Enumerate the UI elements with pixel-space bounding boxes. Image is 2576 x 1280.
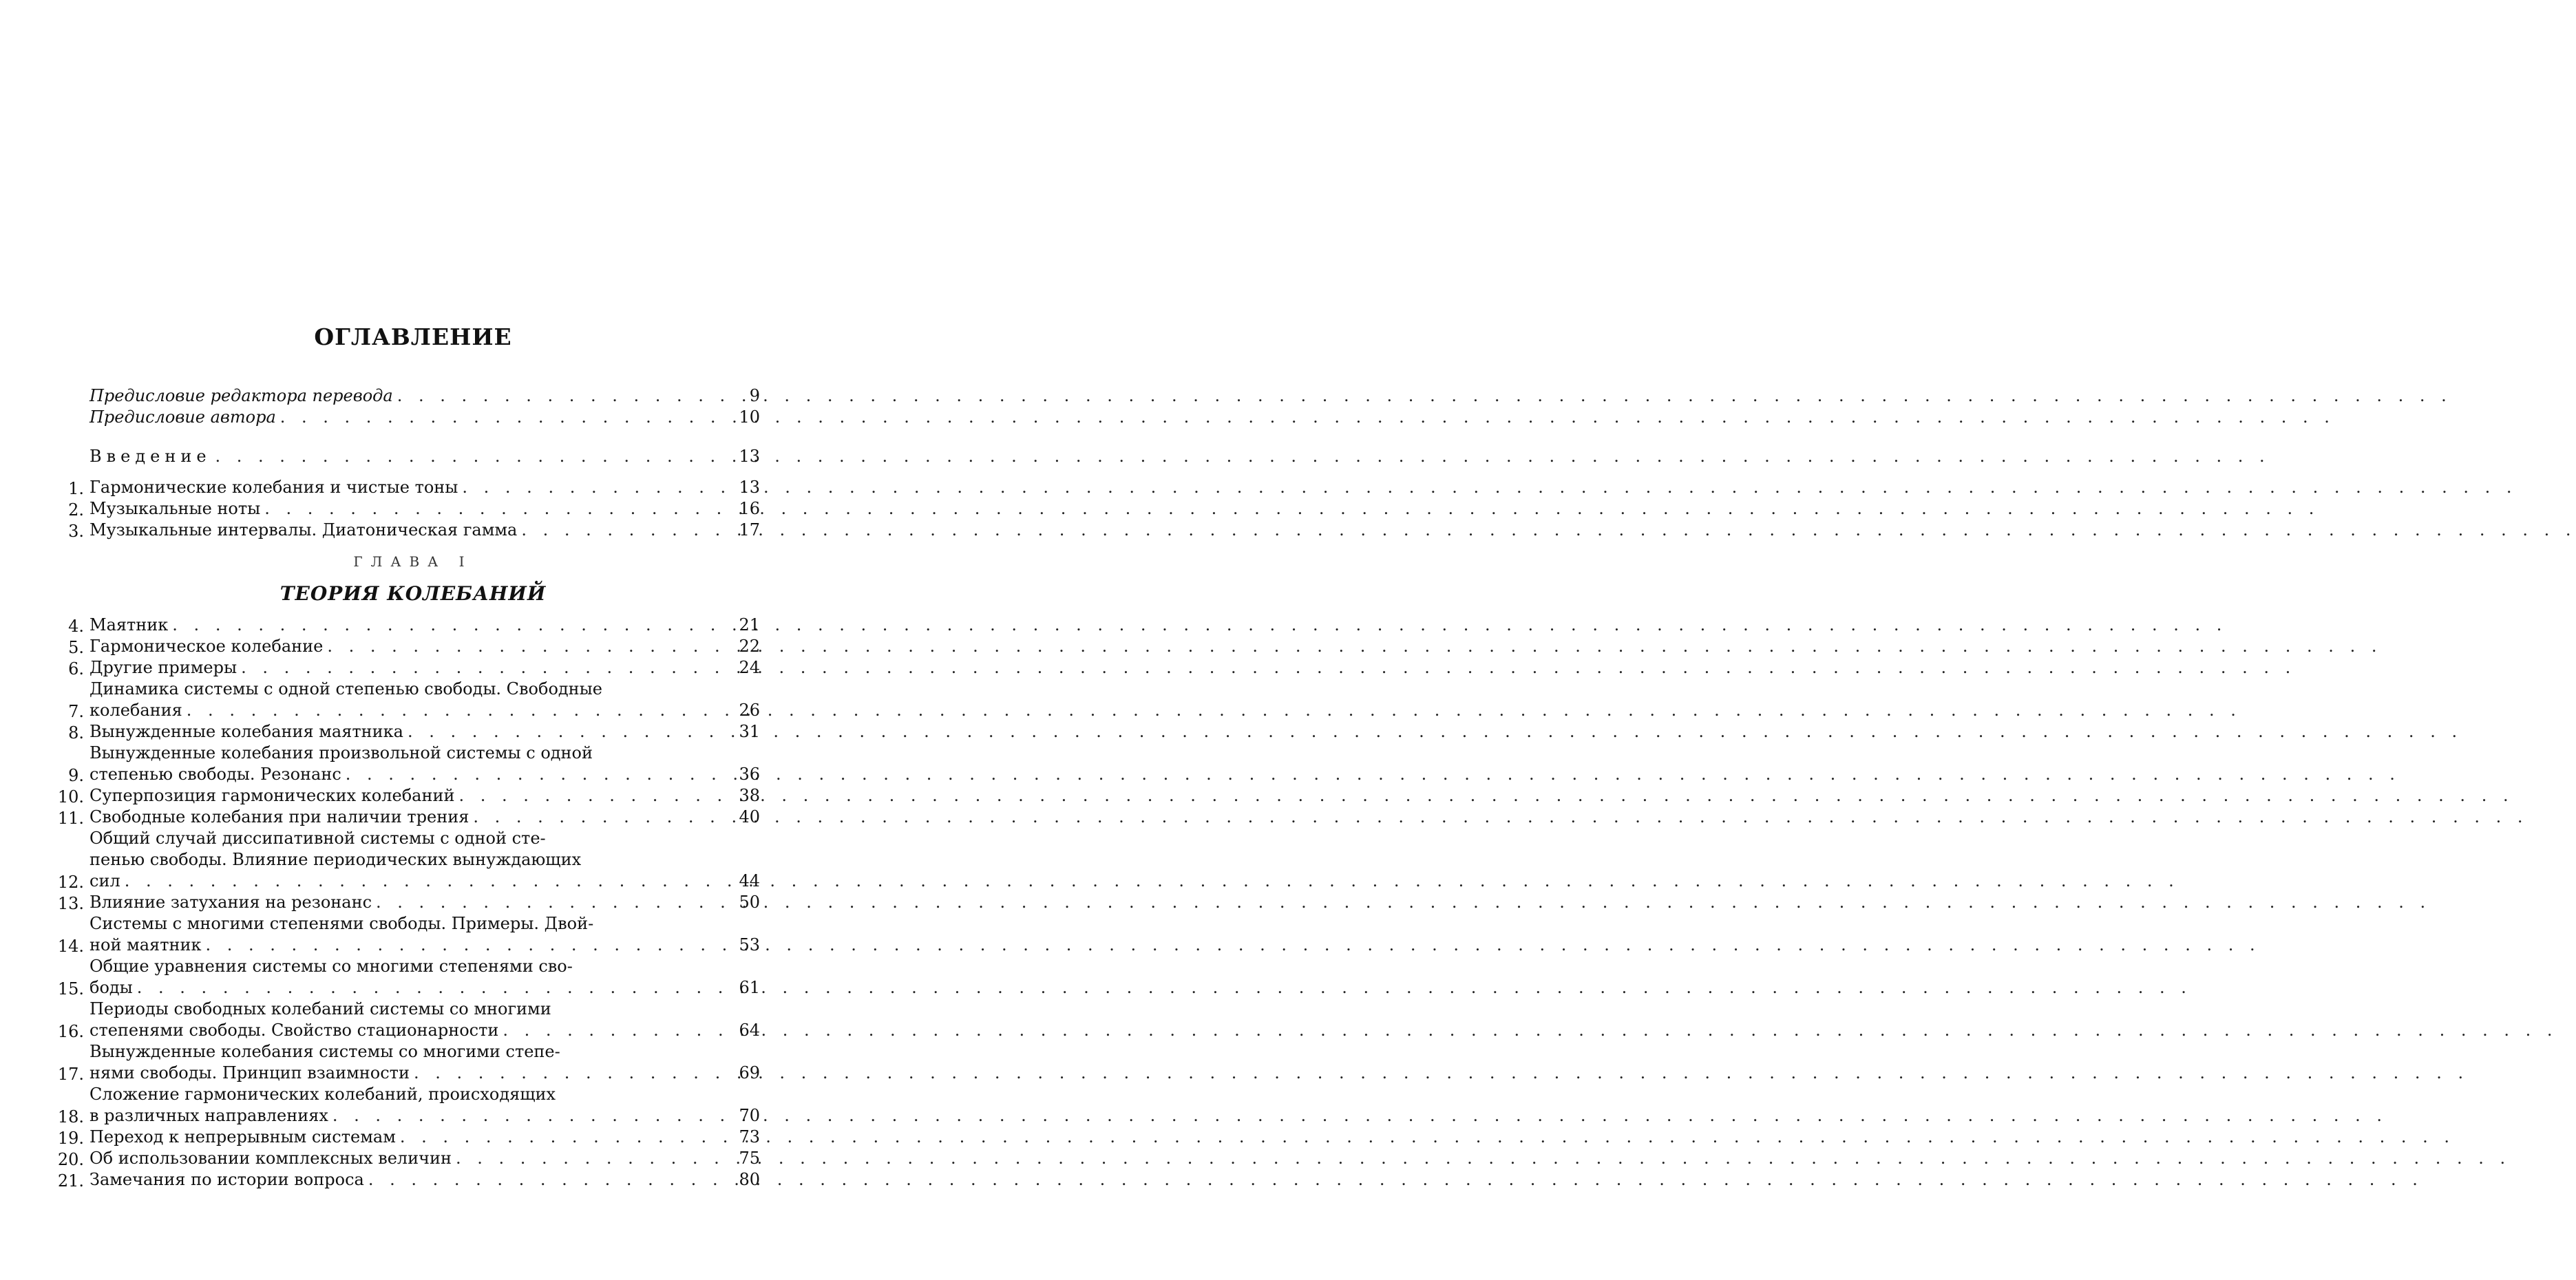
toc-entry[interactable]: [51, 520, 760, 541]
toc-entry[interactable]: [51, 615, 760, 636]
entry-title: [89, 1148, 719, 1169]
page-number: 9: [749, 386, 760, 405]
toc-entry[interactable]: [51, 999, 760, 1041]
dot-leader: [215, 446, 2270, 467]
section-number: 15.: [57, 979, 84, 999]
table-of-contents: [51, 385, 760, 1191]
entry-title-line: Маятник: [89, 615, 169, 634]
entry-title-line: ной маятник: [89, 935, 202, 954]
toc-entry[interactable]: [51, 1169, 760, 1191]
dot-leader: [187, 700, 2241, 721]
toc-entry[interactable]: [51, 1041, 760, 1084]
entry-title-line: Переход к непрерывным системам: [89, 1127, 396, 1146]
page-number: 22: [739, 637, 760, 656]
dot-leader: [456, 1148, 2511, 1169]
page-number: 13: [739, 447, 760, 466]
dot-leader: [473, 807, 2528, 828]
page-number: 36: [739, 765, 760, 784]
section-number: 16.: [57, 1022, 84, 1041]
section-number: 6.: [68, 659, 84, 679]
toc-entry[interactable]: [51, 785, 760, 807]
toc-entry[interactable]: [51, 477, 760, 498]
entry-title: [89, 636, 719, 657]
entry-title: [89, 721, 719, 743]
toc-entry[interactable]: [51, 636, 760, 657]
section-number: 12.: [57, 873, 84, 892]
entry-title: [89, 828, 719, 892]
dot-leader: [327, 636, 2382, 657]
dot-leader: [458, 785, 2513, 807]
entry-title-line: Вынужденные колебания произвольной системы с одной: [89, 743, 593, 762]
entry-title-line: Сложение гармонических колебаний, происходящих: [89, 1085, 556, 1104]
section-number: 7.: [68, 702, 84, 721]
entry-title: [89, 1169, 719, 1191]
front-matter: [51, 385, 760, 428]
entry-title-line: Замечания по истории вопроса: [89, 1170, 364, 1189]
entry-title-line: Музыкальные ноты: [89, 499, 261, 518]
entry-title-line: Предисловие автора: [89, 407, 276, 427]
section-number: 13.: [57, 894, 84, 913]
section-number: 9.: [68, 766, 84, 785]
page-number: 69: [739, 1063, 760, 1082]
page-number: 10: [739, 407, 760, 427]
entry-title-line: боды: [89, 978, 133, 997]
entry-title-line: Предисловие редактора перевода: [89, 386, 393, 405]
entry-title-line: Общий случай диссипативной системы с одной сте-: [89, 829, 546, 848]
page-number: 38: [739, 786, 760, 805]
section-number: 1.: [68, 479, 84, 498]
toc-entry[interactable]: [51, 1148, 760, 1169]
entry-title-line: Вынужденные колебания маятника: [89, 722, 403, 741]
entry-title-line: Влияние затухания на резонанс: [89, 893, 372, 912]
entry-title-line: Гармоническое колебание: [89, 637, 324, 656]
dot-leader: [280, 407, 2335, 428]
section-number: 11.: [57, 809, 84, 828]
entry-title-line: Системы с многими степенями свободы. Примеры. Двой-: [89, 914, 594, 933]
entry-title: [89, 615, 719, 636]
dot-leader: [462, 477, 2517, 498]
entry-title: [89, 657, 719, 679]
entry-title: [89, 1127, 719, 1148]
entry-title-line: степенями свободы. Свойство стационарности: [89, 1021, 499, 1040]
entry-title-line: сил: [89, 871, 120, 890]
dot-leader: [521, 520, 2576, 541]
page-number: 80: [739, 1170, 760, 1189]
page-number: 31: [739, 722, 760, 741]
page-number: 44: [739, 871, 760, 890]
page-number: 16: [739, 499, 760, 518]
toc-entry[interactable]: [51, 446, 760, 467]
chapter-label: ГЛАВА I: [353, 553, 473, 570]
dot-leader: [376, 892, 2431, 913]
introduction: [51, 446, 760, 467]
entry-title-line: Динамика системы с одной степенью свободы. Свободные: [89, 679, 602, 698]
dot-leader: [503, 1020, 2557, 1041]
section-number: 2.: [68, 500, 84, 520]
entry-title: [89, 1084, 719, 1127]
entry-title: [89, 807, 719, 828]
toc-entry[interactable]: [51, 385, 760, 407]
entry-title-line: Периоды свободных колебаний системы со многими: [89, 999, 551, 1018]
toc-entry[interactable]: [51, 679, 760, 721]
dot-leader: [172, 615, 2227, 636]
section-number: 19.: [57, 1129, 84, 1148]
toc-entry[interactable]: [51, 407, 760, 428]
entry-title: [89, 743, 719, 785]
dot-leader: [241, 657, 2296, 679]
entry-title-line: пенью свободы. Влияние периодических вынуждающих: [89, 850, 582, 869]
entry-title-line: степенью свободы. Резонанс: [89, 765, 341, 784]
entry-title: [89, 520, 719, 541]
page-number: 13: [739, 478, 760, 497]
entry-title-line: Вынужденные колебания системы со многими степе-: [89, 1042, 560, 1061]
entry-title: [89, 1041, 719, 1084]
entry-title-line: Гармонические колебания и чистые тоны: [89, 478, 458, 497]
entry-title: [89, 679, 719, 721]
dot-leader: [264, 498, 2319, 520]
page-number: 21: [739, 615, 760, 634]
page-number: 75: [739, 1149, 760, 1168]
entry-title-line: Введение: [89, 447, 211, 466]
chapter-sections: [51, 615, 760, 1191]
intro-sections: [51, 477, 760, 541]
section-number: 3.: [68, 522, 84, 541]
toc-entry[interactable]: [51, 892, 760, 913]
toc-entry[interactable]: [51, 1127, 760, 1148]
dot-leader: [332, 1105, 2387, 1127]
section-number: 18.: [57, 1107, 84, 1127]
dot-leader: [368, 1169, 2423, 1191]
toc-entry[interactable]: [51, 828, 760, 892]
dot-leader: [125, 871, 2179, 892]
toc-entry[interactable]: [51, 1084, 760, 1127]
entry-title-line: Общие уравнения системы со многими степенями сво-: [89, 957, 573, 976]
page-number: 24: [739, 658, 760, 677]
entry-title: [89, 385, 719, 407]
dot-leader: [408, 721, 2462, 743]
toc-entry[interactable]: [51, 956, 760, 999]
page-number: 53: [739, 935, 760, 954]
entry-title-line: Суперпозиция гармонических колебаний: [89, 786, 455, 805]
page-number: 73: [739, 1127, 760, 1146]
page-number: 40: [739, 807, 760, 826]
toc-entry[interactable]: [51, 657, 760, 679]
toc-entry[interactable]: [51, 807, 760, 828]
entry-title: [89, 498, 719, 520]
page-number: 61: [739, 978, 760, 997]
entry-title-line: колебания: [89, 701, 182, 720]
page-number: 50: [739, 893, 760, 912]
entry-title: [89, 956, 719, 999]
page-number: 26: [739, 701, 760, 720]
page-number: 17: [739, 520, 760, 540]
entry-title: [89, 999, 719, 1041]
entry-title-line: Свободные колебания при наличии трения: [89, 807, 469, 826]
entry-title: [89, 407, 719, 428]
dot-leader: [205, 935, 2260, 956]
entry-title: [89, 913, 719, 956]
toc-entry[interactable]: [51, 913, 760, 956]
entry-title: [89, 477, 719, 498]
chapter-title: ТЕОРИЯ КОЛЕБАНИЙ: [279, 582, 547, 605]
section-number: 4.: [68, 617, 84, 636]
entry-title: [89, 892, 719, 913]
section-number: 10.: [57, 787, 84, 807]
entry-title: [89, 446, 719, 467]
entry-title-line: в различных направлениях: [89, 1106, 328, 1125]
section-number: 17.: [57, 1065, 84, 1084]
section-number: 21.: [57, 1171, 84, 1191]
section-number: 14.: [57, 937, 84, 956]
section-number: 5.: [68, 638, 84, 657]
page-title: ОГЛАВЛЕНИЕ: [314, 323, 512, 350]
entry-title-line: Другие примеры: [89, 658, 237, 677]
entry-title-line: Музыкальные интервалы. Диатоническая гамма: [89, 520, 518, 540]
entry-title-line: нями свободы. Принцип взаимности: [89, 1063, 410, 1082]
dot-leader: [400, 1127, 2455, 1148]
entry-title-line: Об использовании комплексных величин: [89, 1149, 452, 1168]
toc-entry[interactable]: [51, 743, 760, 785]
page-number: 70: [739, 1106, 760, 1125]
toc-entry[interactable]: [51, 721, 760, 743]
section-number: 20.: [57, 1150, 84, 1169]
dot-leader: [137, 977, 2192, 999]
entry-title: [89, 785, 719, 807]
page-number: 64: [739, 1021, 760, 1040]
dot-leader: [346, 764, 2400, 785]
dot-leader: [397, 385, 2452, 407]
toc-entry[interactable]: [51, 498, 760, 520]
section-number: 8.: [68, 723, 84, 743]
